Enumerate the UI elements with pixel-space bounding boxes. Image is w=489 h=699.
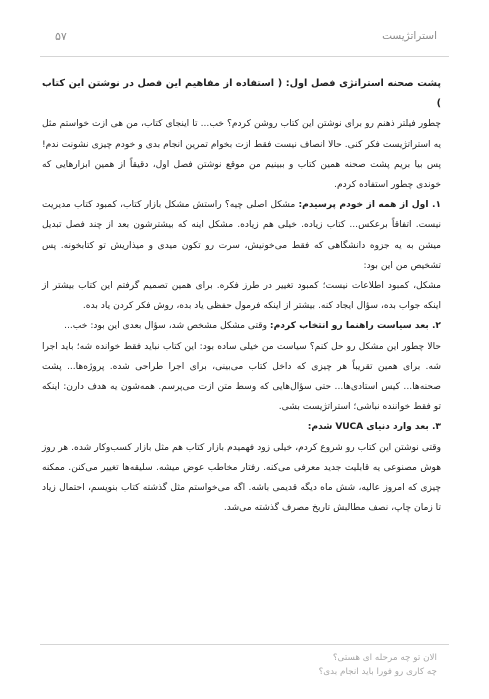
item-2-paragraph <box>42 316 441 336</box>
running-header-title: استراتژیست <box>382 30 437 42</box>
item-2-extra: حالا چطور این مشکل رو حل کنم؟ سیاست من خیلی ساده بود: این کتاب نباید فقط خوانده شه؛ باید اجرا شه. برای همین تقریباً هر چیزی که داخل کتاب می‌بینی، برای اجرا طراحی شده. پروژه‌ها... پشت صحنه‌ها... کیس استادی‌ها... حتی سؤال‌هایی که وسط متن ازت می‌پرسم. همه‌شون یه هدف دارن: اینکه تو فقط خواننده نباشی؛ استراتژیست بشی. <box>42 341 441 413</box>
item-1-title: ۱. اول از همه از خودم پرسیدم: <box>298 200 442 211</box>
intro-paragraph: چطور فیلتر ذهنم رو برای نوشتن این کتاب روشن کردم؟ خب... تا اینجای کتاب، من هی ازت خواستم مثل یه استراتژیست فکر کنی. حالا انصاف نیست فقط ازت بخوام تمرین انجام بدی و خودم چیزی نشونت ندم! پس بیا بریم پشت صحنه همین کتاب و ببینیم من موقع نوشتن فصل اول، دقیقاً از همین ابزارهایی که خوندی چطور استفاده کردم. <box>42 119 441 191</box>
page-number: ۵۷ <box>55 30 67 43</box>
footer-divider <box>40 644 449 645</box>
section-heading: پشت صحنه استراتژی فصل اول: ( استفاده از مفاهیم این فصل در نوشتن این کتاب ) <box>42 78 441 110</box>
page-body <box>42 74 441 518</box>
item-1-text: مشکل اصلی چیه؟ راستش مشکل بازار کتاب، کمبود کتاب مدیریت نیست. اتفاقاً برعکس... کتاب زیاده. خیلی هم زیاده. مشکل اینه که بیشترشون بعد از چند فصل تبدیل میشن به یه جزوه دانشگاهی که فقط می‌خونیش، سرت رو تکون میدی و میذاریش تو کتابخونه. پس تشخیص من این بود: <box>42 200 441 271</box>
item-1-paragraph <box>42 195 441 276</box>
item-2-title: ۲. بعد سیاست راهنما رو انتخاب کردم: <box>269 321 441 332</box>
item-2-text: وقتی مشکل مشخص شد، سؤال بعدی این بود: خب... <box>64 321 270 332</box>
footer-line-2: چه کاری رو فورا باید انجام بدی؟ <box>318 667 437 677</box>
footer-prompt <box>319 651 437 679</box>
footer-line-1: الان تو چه مرحله ای هستی؟ <box>332 653 437 663</box>
item-3-extra: وقتی نوشتن این کتاب رو شروع کردم، خیلی زود فهمیدم بازار کتاب هم مثل بازار کسب‌وکار شده. هر روز هوش مصنوعی یه قابلیت جدید معرفی می‌کنه. رفتار مخاطب عوض میشه. سلیقه‌ها تغییر می‌کنن. ممکنه چیزی که امروز عالیه، شش ماه دیگه قدیمی باشه. اگه می‌خواستم مثل گذشته کتاب بنویسم، احتمال زیاد تا زمان چاپ، نصف مطالبش تاریخ مصرف گذشته می‌شد. <box>42 442 441 514</box>
item-3-title: ۳. بعد وارد دنیای VUCA شدم: <box>307 422 441 433</box>
item-3-paragraph <box>42 417 441 437</box>
header-divider <box>40 56 449 57</box>
item-1-extra: مشکل، کمبود اطلاعات نیست؛ کمبود تغییر در طرز فکره. برای همین تصمیم گرفتم این کتاب بیشتر از اینکه جواب بده، سؤال ایجاد کنه. بیشتر از اینکه فرمول حفظی یاد بده، روش فکر کردن یاد بده. <box>42 281 441 312</box>
